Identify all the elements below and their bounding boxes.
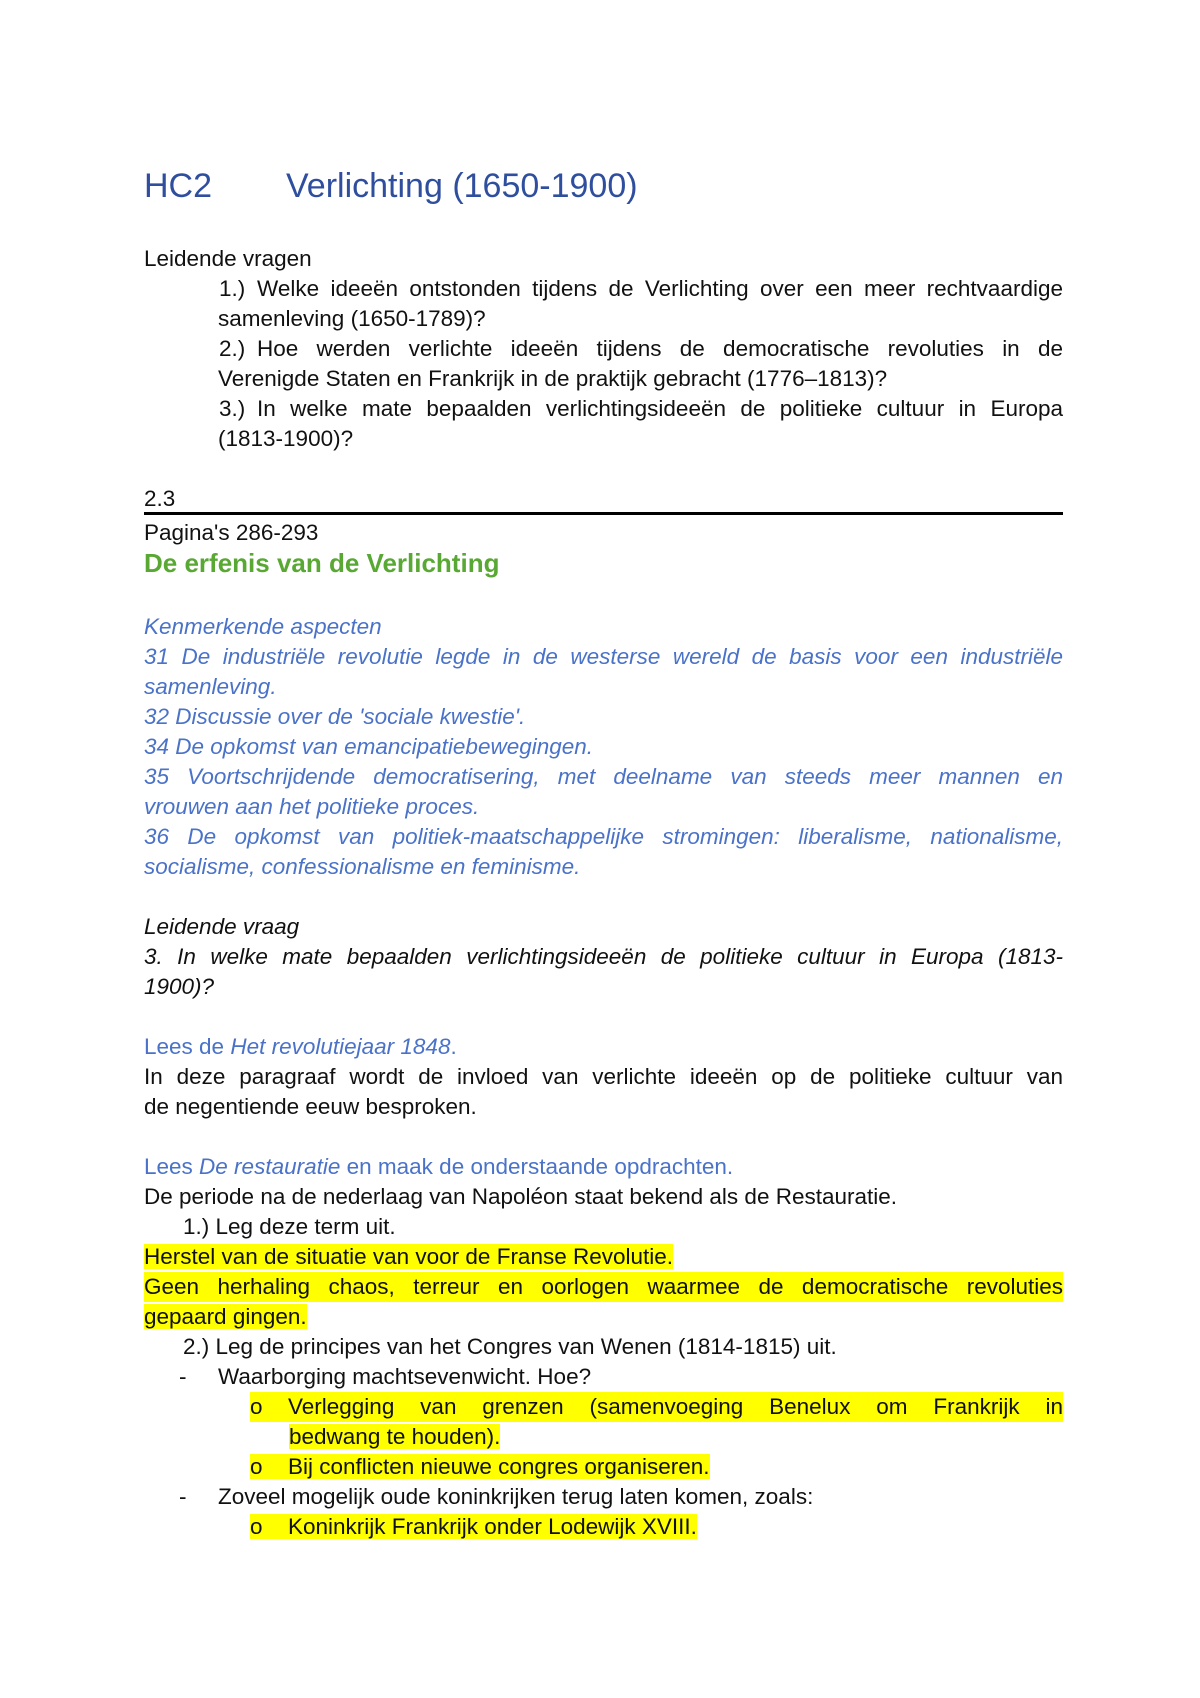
- principle-1-bullet-1-line-1: o Verlegging van grenzen (samenvoeging Benelux om Frankrijk in: [250, 1392, 1063, 1422]
- aspect-36-line-1: 36 De opkomst van politiek-maatschappelijke stromingen: liberalisme, nationalisme,: [144, 824, 1063, 849]
- task-1: 1.) Leg deze term uit.: [183, 1214, 396, 1239]
- aspect-35-line-1: 35 Voortschrijdende democratisering, met deelname van steeds meer mannen en: [144, 764, 1063, 789]
- chapter-code: HC2: [144, 167, 213, 205]
- aspect-31-line-2: samenleving.: [144, 674, 277, 699]
- section-number: 2.3: [144, 486, 176, 511]
- question-3-line-2: (1813-1900)?: [218, 426, 354, 451]
- section-title: De erfenis van de Verlichting: [144, 548, 500, 578]
- restauratie-intro: De periode na de nederlaag van Napoléon staat bekend als de Restauratie.: [144, 1184, 898, 1209]
- guiding-questions-heading: Leidende vragen: [144, 246, 312, 271]
- principle-1: - Waarborging machtsevenwicht. Hoe?: [144, 1362, 1063, 1392]
- aspect-32: 32 Discussie over de 'sociale kwestie'.: [144, 704, 526, 729]
- page-title: [144, 167, 638, 206]
- read-instruction-2: Lees De restauratie en maak de onderstaande opdrachten.: [144, 1154, 734, 1179]
- question-3-line-1: 3.) In welke mate bepaalden verlichtingsideeën de politieke cultuur in Europa: [219, 396, 1063, 421]
- question-2-line-1: 2.) Hoe werden verlichte ideeën tijdens de democratische revoluties in de: [219, 336, 1063, 361]
- read-1-body-line-2: de negentiende eeuw besproken.: [144, 1094, 477, 1119]
- dash-marker: -: [179, 1364, 187, 1389]
- principle-1-bullet-2: o Bij conflicten nieuwe congres organiseren.: [250, 1452, 1063, 1482]
- task-2: 2.) Leg de principes van het Congres van Wenen (1814-1815) uit.: [183, 1334, 837, 1359]
- principle-2-bullet-1: o Koninkrijk Frankrijk onder Lodewijk XVIII.: [250, 1512, 1063, 1542]
- question-2-line-2: Verenigde Staten en Frankrijk in de praktijk gebracht (1776–1813)?: [218, 366, 888, 391]
- question-1-line-1: 1.) Welke ideeën ontstonden tijdens de Verlichting over een meer rechtvaardige: [219, 276, 1063, 301]
- aspects-heading: Kenmerkende aspecten: [144, 614, 382, 639]
- chapter-title: Verlichting (1650-1900): [286, 167, 638, 205]
- answer-1-line-3: gepaard gingen.: [144, 1304, 307, 1329]
- read-1-body-line-1: In deze paragraaf wordt de invloed van verlichte ideeën op de politieke cultuur van: [144, 1064, 1063, 1089]
- principle-2: - Zoveel mogelijk oude koninkrijken terug laten komen, zoals:: [144, 1482, 1063, 1512]
- aspect-31-line-1: 31 De industriële revolutie legde in de westerse wereld de basis voor een industriële: [144, 644, 1063, 669]
- answer-1-line-1: Herstel van de situatie van voor de Franse Revolutie.: [144, 1244, 674, 1269]
- aspect-36-line-2: socialisme, confessionalisme en feminisme.: [144, 854, 581, 879]
- principle-1-bullet-1-line-2: bedwang te houden).: [289, 1424, 501, 1449]
- bullet-marker: o: [250, 1454, 263, 1479]
- read-instruction-1: Lees de Het revolutiejaar 1848.: [144, 1034, 457, 1059]
- guiding-question-line-2: 1900)?: [144, 974, 215, 999]
- aspect-35-line-2: vrouwen aan het politieke proces.: [144, 794, 480, 819]
- guiding-question-line-1: 3. In welke mate bepaalden verlichtingsideeën de politieke cultuur in Europa (1813-: [144, 944, 1063, 969]
- guiding-question-heading: Leidende vraag: [144, 914, 300, 939]
- bullet-marker: o: [250, 1394, 263, 1419]
- section-divider: [144, 512, 1063, 515]
- answer-1-line-2: Geen herhaling chaos, terreur en oorlogen waarmee de democratische revoluties: [144, 1272, 1063, 1302]
- dash-marker: -: [179, 1484, 187, 1509]
- section-pages: Pagina's 286-293: [144, 520, 319, 545]
- bullet-marker: o: [250, 1514, 263, 1539]
- aspect-34: 34 De opkomst van emancipatiebewegingen.: [144, 734, 594, 759]
- question-1-line-2: samenleving (1650-1789)?: [218, 306, 486, 331]
